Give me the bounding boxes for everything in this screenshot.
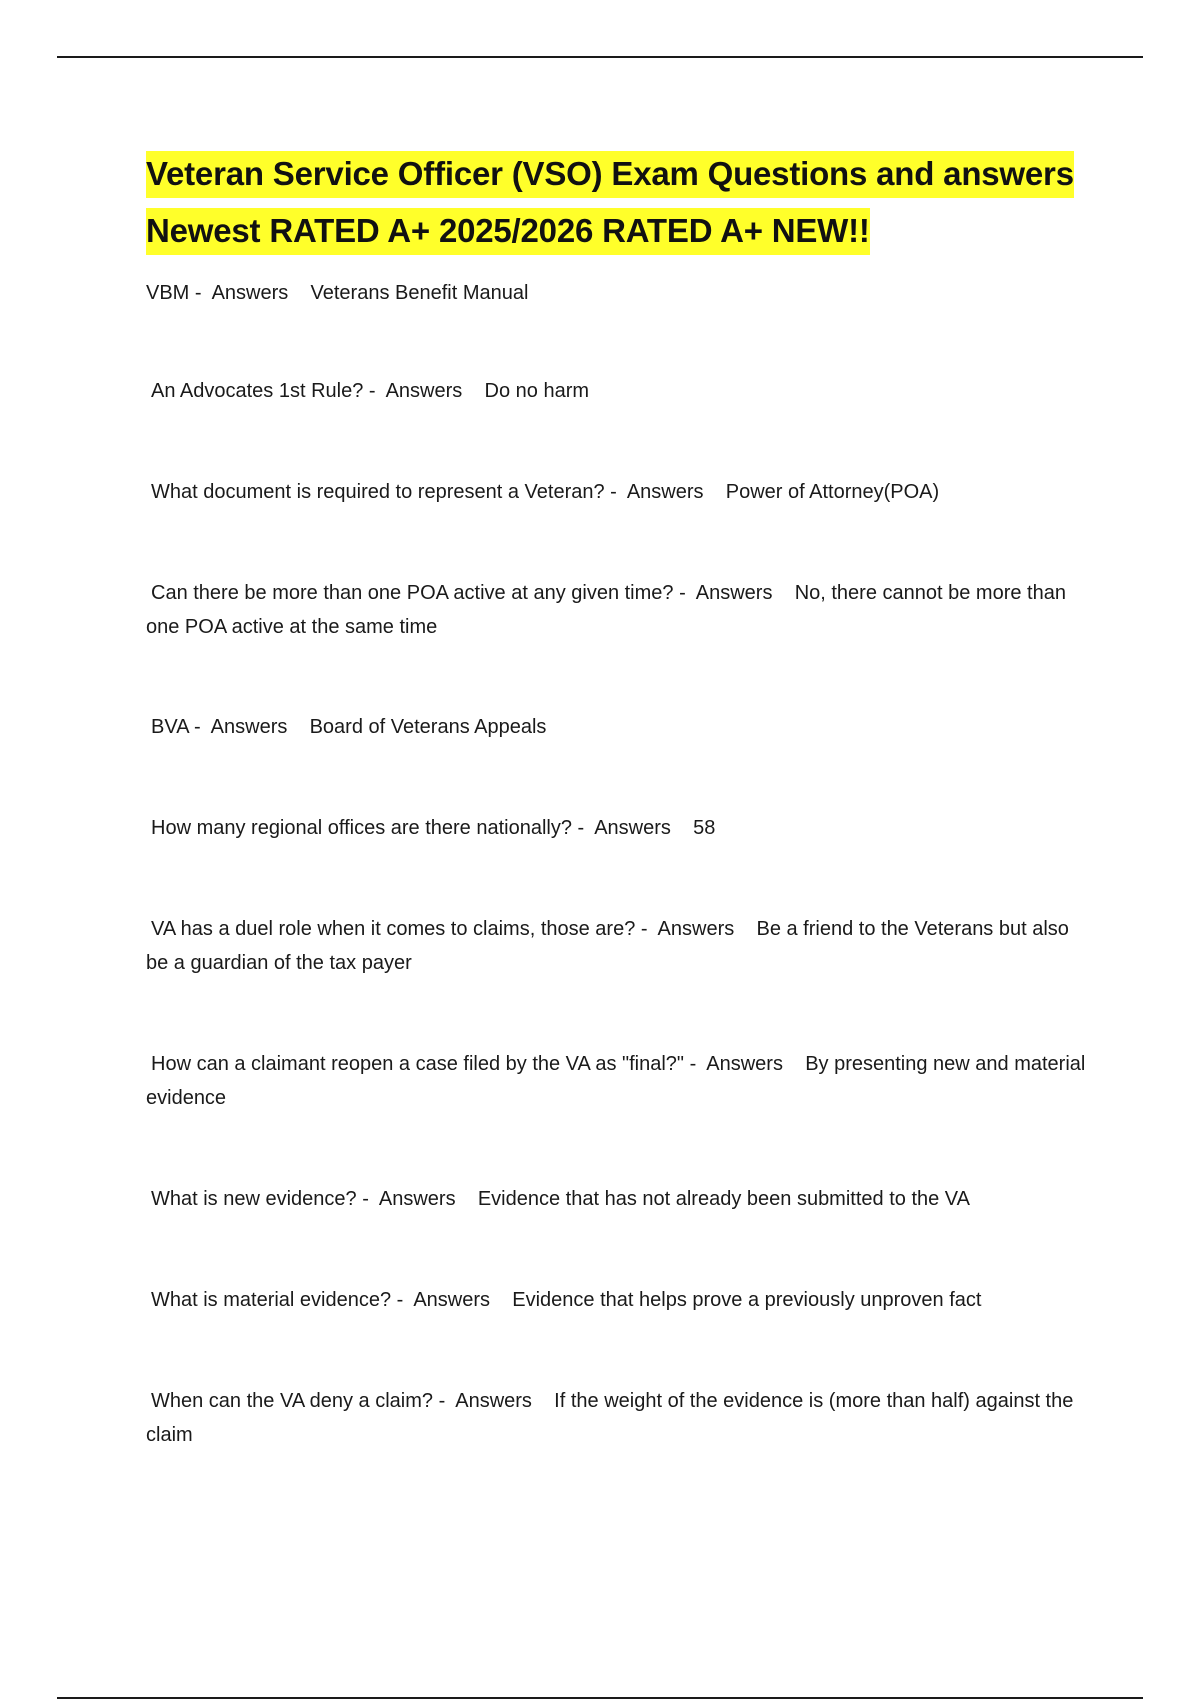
question-text: What is new evidence? — [151, 1188, 357, 1210]
answer-text: If the weight of the evidence is (more than half) against the claim — [146, 1390, 1079, 1446]
qa-item — [146, 1384, 1086, 1452]
question-text: BVA — [151, 716, 189, 738]
question-text: What document is required to represent a Veteran? — [151, 481, 605, 503]
qa-item — [146, 710, 1086, 744]
answer-text: Evidence that helps prove a previously unproven fact — [512, 1289, 982, 1311]
qa-item — [146, 1283, 1086, 1317]
answer-separator: - Answers — [635, 918, 757, 940]
qa-item — [146, 276, 1086, 310]
question-text: Can there be more than one POA active at any given time? — [151, 582, 674, 604]
question-text: What is material evidence? — [151, 1289, 392, 1311]
answer-text: No, there cannot be more than one POA active at the same time — [146, 582, 1072, 638]
answer-separator: - Answers — [684, 1053, 806, 1075]
question-text: VA has a duel role when it comes to claims, those are? — [151, 918, 636, 940]
qa-item — [146, 1047, 1091, 1115]
qa-item — [146, 475, 1086, 509]
answer-separator: - Answers — [363, 380, 485, 402]
answer-separator: - Answers — [356, 1188, 478, 1210]
qa-item — [146, 1182, 1086, 1216]
question-text: How can a claimant reopen a case filed by the VA as "final?" — [151, 1053, 685, 1075]
title-highlight: Veteran Service Officer (VSO) Exam Questions and answers Newest RATED A+ 2025/2026 RATED A+ NEW!! — [146, 151, 1074, 255]
answer-text: Be a friend to the Veterans but also be a guardian of the tax payer — [146, 918, 1075, 974]
qa-item — [146, 576, 1086, 644]
answer-separator: - Answers — [188, 716, 310, 738]
top-rule — [57, 56, 1143, 58]
answer-text: Power of Attorney(POA) — [725, 481, 940, 503]
answer-text: By presenting new and material evidence — [146, 1053, 1091, 1109]
answer-separator: - Answers — [604, 481, 726, 503]
answer-separator: - Answers — [571, 817, 694, 839]
answer-text: Veterans Benefit Manual — [310, 282, 529, 304]
qa-item — [146, 374, 1086, 408]
answer-text: 58 — [693, 817, 716, 839]
document-title — [146, 145, 1086, 259]
question-text: When can the VA deny a claim? — [151, 1390, 434, 1412]
bottom-rule — [57, 1697, 1143, 1699]
question-text: VBM — [146, 282, 190, 304]
answer-separator: - Answers — [189, 282, 311, 304]
answer-text: Evidence that has not already been submitted to the VA — [477, 1188, 970, 1210]
qa-item — [146, 912, 1086, 980]
answer-separator: - Answers — [433, 1390, 555, 1412]
answer-separator: - Answers — [391, 1289, 513, 1311]
answer-separator: - Answers — [673, 582, 795, 604]
question-text: How many regional offices are there nationally? — [151, 817, 572, 839]
answer-text: Do no harm — [484, 380, 590, 402]
question-text: An Advocates 1st Rule? — [151, 380, 364, 402]
answer-text: Board of Veterans Appeals — [309, 716, 547, 738]
qa-item — [146, 811, 1086, 845]
